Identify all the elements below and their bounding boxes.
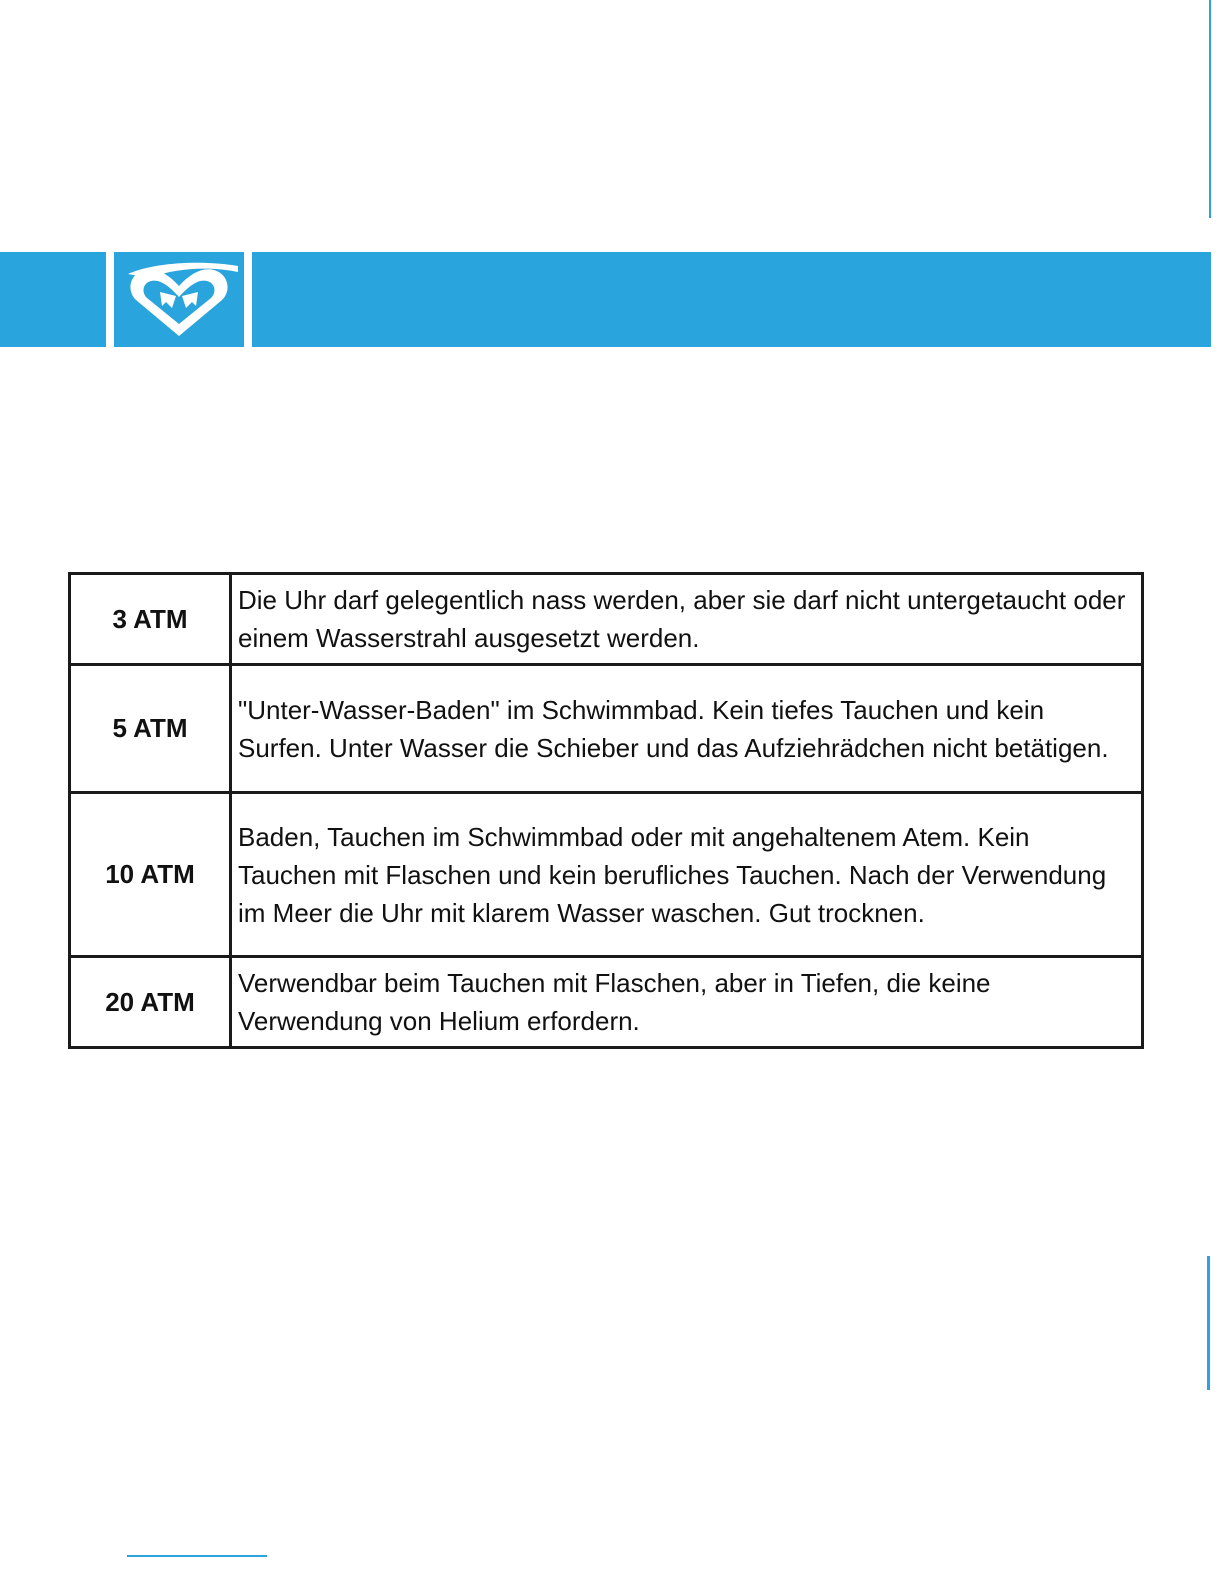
atm-rating: 5 ATM (70, 665, 231, 793)
atm-rating: 10 ATM (70, 793, 231, 957)
header-banner-right (252, 252, 1211, 347)
atm-description: "Unter-Wasser-Baden" im Schwimmbad. Kein tiefes Tauchen und kein Surfen. Unter Wasser die Schieber und das Aufziehrädchen nicht betätigen. (231, 665, 1143, 793)
right-margin-rule (1207, 1256, 1210, 1390)
atm-rating: 3 ATM (70, 574, 231, 665)
water-resistance-table (68, 572, 1144, 1049)
table-row (70, 665, 1143, 793)
atm-description: Baden, Tauchen im Schwimmbad oder mit angehaltenem Atem. Kein Tauchen mit Flaschen und kein berufliches Tauchen. Nach der Verwendung im Meer die Uhr mit klarem Wasser waschen. Gut trocknen. (231, 793, 1143, 957)
footnote-rule (127, 1555, 267, 1557)
atm-description: Verwendbar beim Tauchen mit Flaschen, aber in Tiefen, die keine Verwendung von Helium erfordern. (231, 957, 1143, 1048)
header-banner-left (0, 252, 106, 347)
atm-description: Die Uhr darf gelegentlich nass werden, aber sie darf nicht untergetaucht oder einem Wasserstrahl ausgesetzt werden. (231, 574, 1143, 665)
table-row (70, 793, 1143, 957)
table-row (70, 957, 1143, 1048)
atm-rating: 20 ATM (70, 957, 231, 1048)
top-right-rule (1209, 0, 1211, 218)
header-logo (114, 252, 244, 347)
table-row (70, 574, 1143, 665)
roxy-heart-logo-icon (114, 252, 244, 347)
